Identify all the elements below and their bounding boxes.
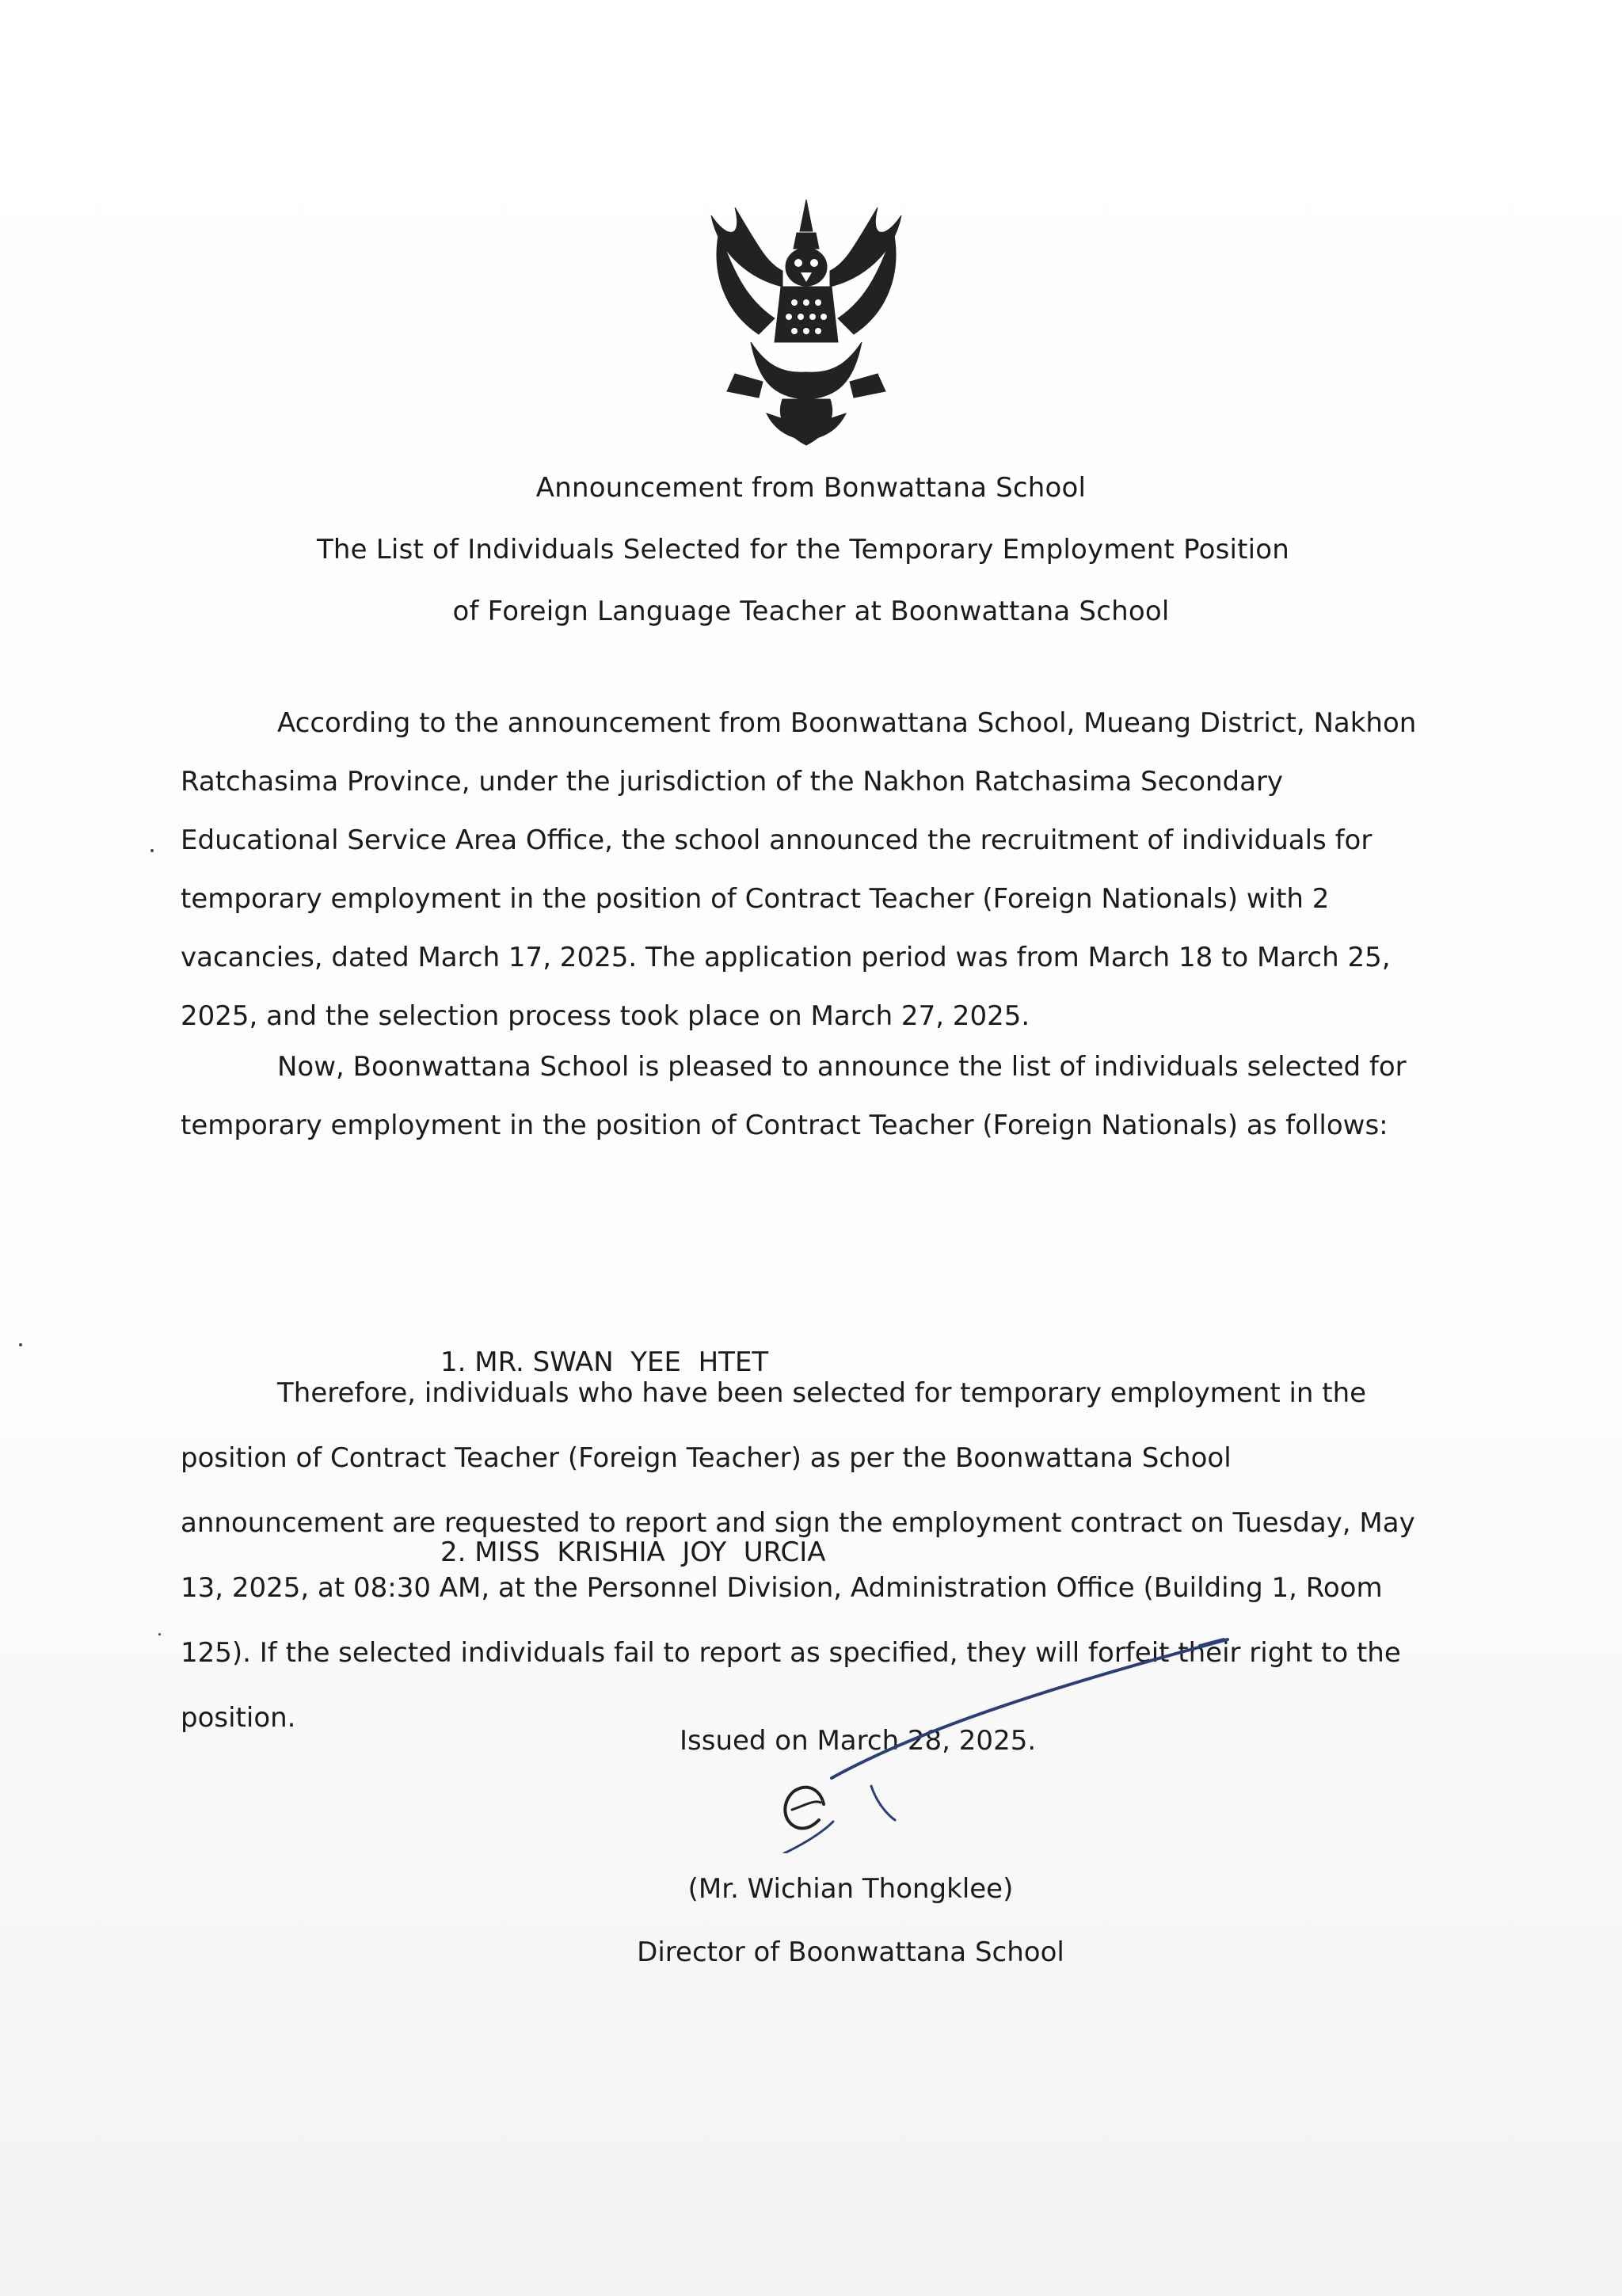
list-item: 2. MISS KRISHIA JOY URCIA [440, 1536, 826, 1568]
scan-speck [158, 1633, 161, 1635]
scan-speck [150, 849, 154, 852]
title-line-2: The List of Individuals Selected for the Temporary Employment Position [316, 534, 1290, 565]
paragraph-reporting-instructions: Therefore, individuals who have been selected for temporary employment in the position of Contract Teacher (Foreign Teacher) as per the Boonwattana School announcement are requested to report and sign the employment contract on Tuesday, May 13, 2025, at 08:30 AM, at the Personnel Division, Administration Office (Building 1, Room 125). If the selected individuals fail to report as specified, they will forfeit their right to the position. [181, 1377, 1415, 1734]
scan-speck [19, 1343, 22, 1346]
signature-mark [760, 1616, 1236, 1853]
signer-name: (Mr. Wichian Thongklee) [687, 1873, 1014, 1905]
garuda-emblem-icon [687, 184, 925, 453]
issued-date: Issued on March 28, 2025. [680, 1725, 1037, 1757]
signer-title: Director of Boonwattana School [637, 1936, 1064, 1968]
title-line-1: Announcement from Bonwattana School [535, 472, 1087, 504]
list-item: 1. MR. SWAN YEE HTET [440, 1346, 769, 1378]
title-line-3: of Foreign Language Teacher at Boonwattana School [452, 596, 1170, 627]
paragraph-selection-intro: Now, Boonwattana School is pleased to announce the list of individuals selected for temporary employment in the position of Contract Teacher (Foreign Nationals) as follows: [181, 1051, 1407, 1141]
paragraph-announcement: According to the announcement from Boonwattana School, Mueang District, Nakhon Ratchasima Province, under the jurisdiction of the Nakhon Ratchasima Secondary Educational Service Area Office, the school announced the recruitment of individuals for temporary employment in the position of Contract Teacher (Foreign Nationals) with 2 vacancies, dated March 17, 2025. The application period was from March 18 to March 25, 2025, and the selection process took place on March 27, 2025. [181, 707, 1417, 1032]
